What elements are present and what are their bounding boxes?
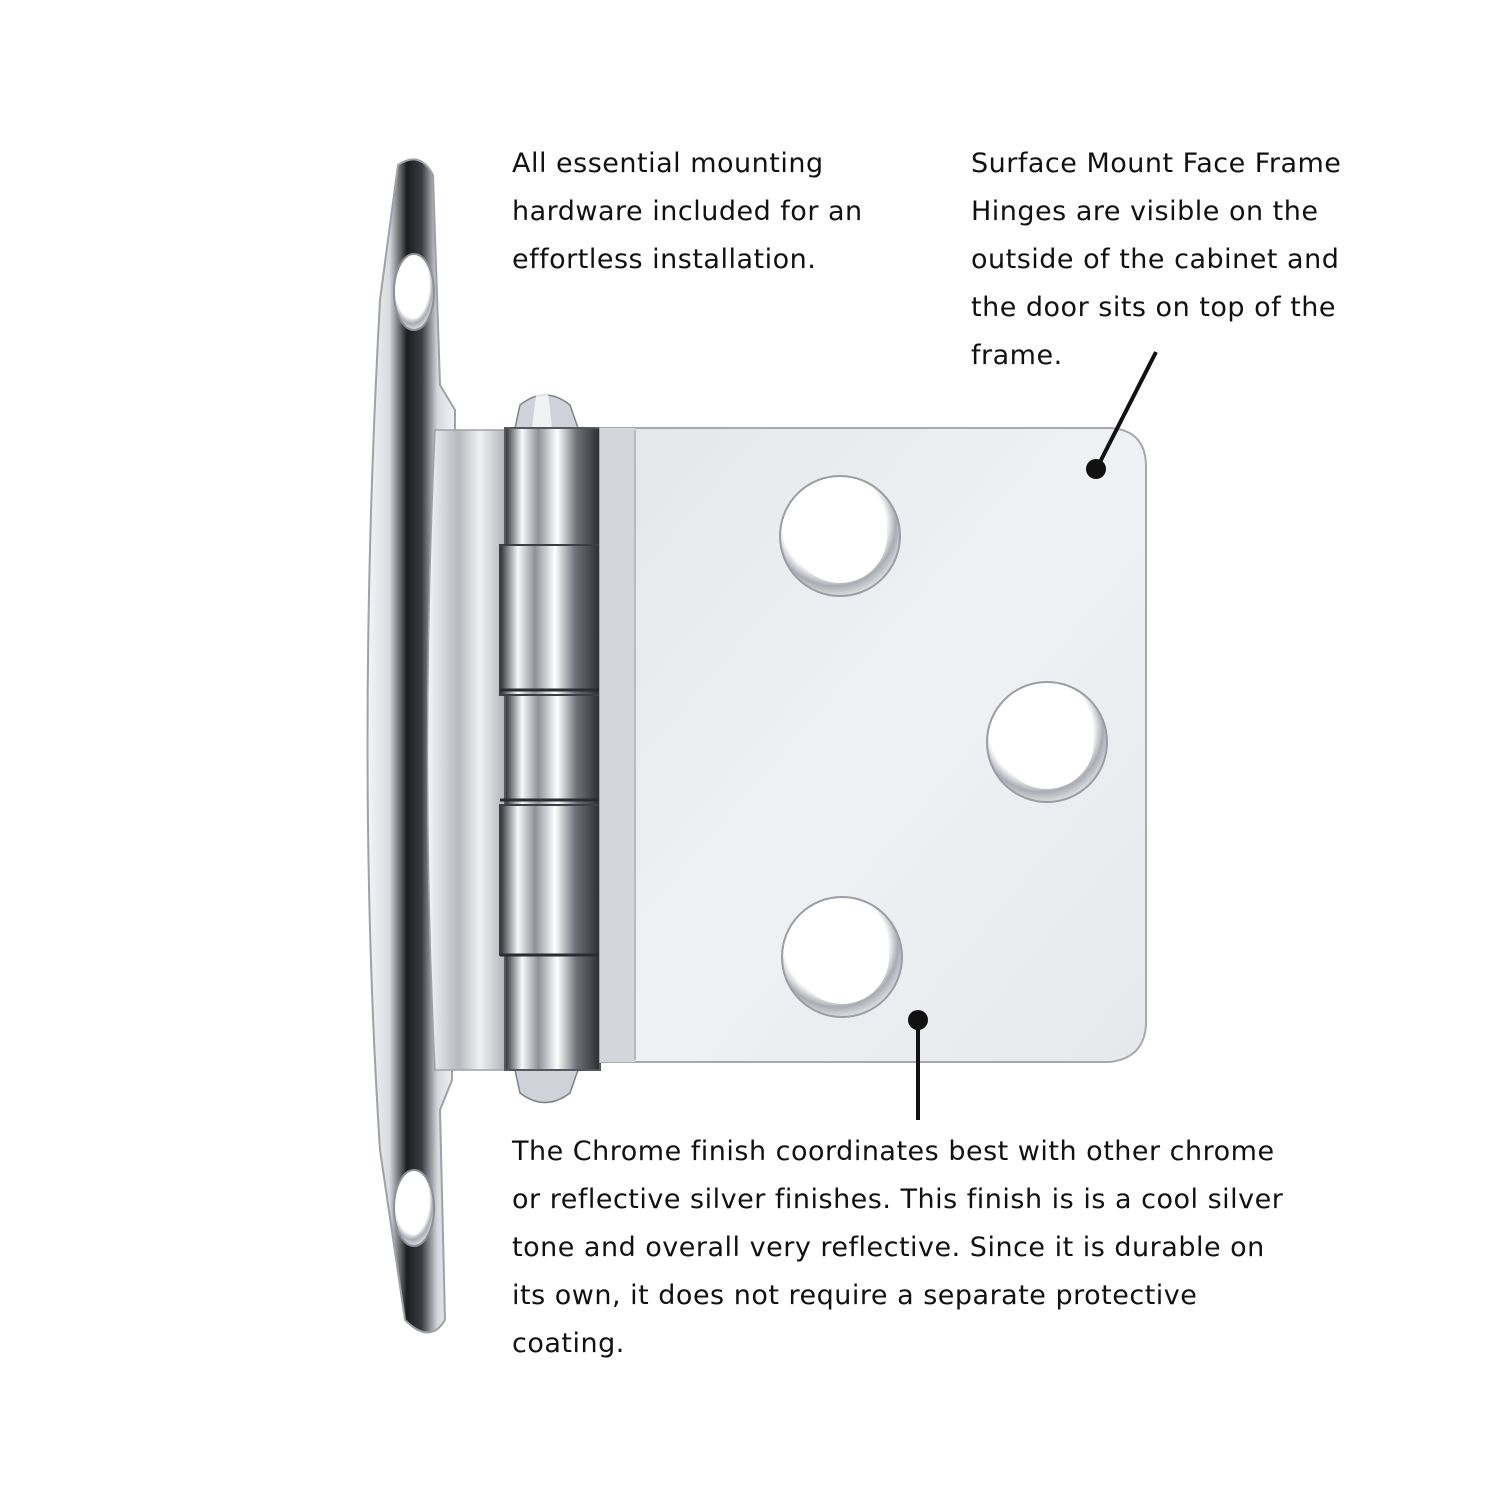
leader-finish xyxy=(908,1010,928,1120)
callout-chrome-finish: The Chrome finish coordinates best with other chrome or reflective silver finishes. This finish is is a cool silver tone and overall very reflective. Since it is durable on its own, it does not require a separate protective coating. xyxy=(512,1136,1284,1359)
door-hole-2 xyxy=(987,682,1107,802)
hinge-knuckle xyxy=(500,428,600,1070)
hinge-bend xyxy=(428,430,516,1070)
callout-hardware-included: All essential mounting hardware included for an effortless installation. xyxy=(512,148,863,275)
door-leaf xyxy=(600,428,1146,1062)
door-hole-3 xyxy=(782,897,902,1017)
callout-surface-mount: Surface Mount Face Frame Hinges are visible on the outside of the cabinet and the door sits on top of the frame. xyxy=(971,148,1342,371)
door-hole-1 xyxy=(780,476,900,596)
